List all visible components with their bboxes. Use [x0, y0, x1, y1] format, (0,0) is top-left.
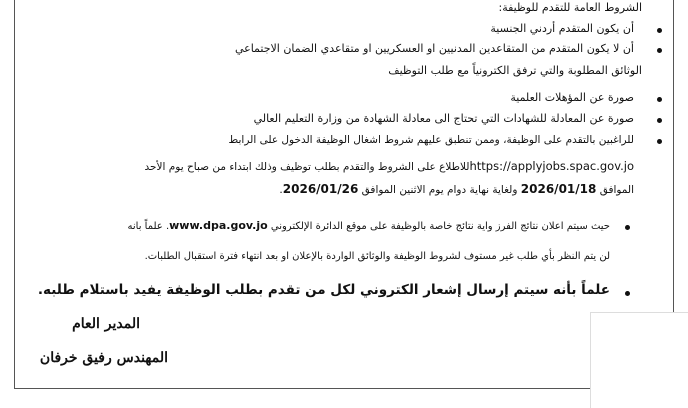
bullet-icon	[657, 97, 662, 102]
results-paragraph-line2: لن يتم النظر بأي طلب غير مستوف لشروط الوظيفة والوثائق الواردة بالإعلان او بعد انتهاء فترة استقبال الطلبات.	[144, 251, 610, 262]
overlay-panel	[590, 312, 688, 408]
electronic-notice: علماً بأنه سيتم إرسال إشعار الكتروني لكل من تقدم بطلب الوظيفة يفيد باستلام طلبه.	[37, 282, 610, 298]
bullet-icon	[657, 139, 662, 144]
end-date: 2026/01/26	[282, 182, 359, 196]
bullet-icon	[657, 48, 662, 53]
dpa-website-link[interactable]: www.dpa.gov.jo	[169, 219, 268, 232]
signature-title: المدير العام	[72, 316, 140, 332]
bullet-icon	[625, 225, 630, 230]
required-documents-heading: الوثائق المطلوبة والتي ترفق الكترونياً مع طلب التوظيف	[388, 64, 642, 77]
document-equivalency: صورة عن المعادلة للشهادات التي تحتاج الى معادلة الشهادة من وزارة التعليم العالي	[253, 112, 634, 125]
document-qualifications: صورة عن المؤهلات العلمية	[510, 91, 634, 104]
condition-not-retired: أن لا يكون المتقدم من المتقاعدين المدنيين او العسكريين او متقاعدي الضمان الاجتماعي	[234, 42, 634, 55]
bullet-icon	[657, 28, 662, 33]
apply-paragraph-line2-text: للاطلاع على الشروط والتقدم بطلب توظيف وذلك ابتداء من صباح يوم الأحد	[144, 161, 470, 173]
apply-paragraph-line1: للراغبين بالتقدم على الوظيفة، وممن تنطبق عليهم شروط اشغال الوظيفة الدخول على الرابط	[228, 134, 634, 146]
bullet-icon	[657, 118, 662, 123]
apply-url-link[interactable]: https://applyjobs.spac.gov.jo	[469, 159, 634, 173]
apply-paragraph-line3: الموافق 2026/01/18 ولغاية نهاية دوام يوم الاثنين الموافق 2026/01/26.	[279, 182, 634, 196]
general-conditions-heading: الشروط العامة للتقدم للوظيفة:	[498, 1, 642, 14]
apply-paragraph-line2	[145, 159, 634, 174]
start-date: 2026/01/18	[520, 182, 597, 196]
signature-name: المهندس رفيق خرفان	[39, 350, 168, 366]
bullet-icon	[625, 291, 630, 296]
condition-nationality: أن يكون المتقدم أردني الجنسية	[490, 22, 634, 35]
results-paragraph-line1: حيث سيتم اعلان نتائج الفرز واية نتائج خاصة بالوظيفة على موقع الدائرة الإلكتروني www.dpa.gov.jo. علماً بانه	[127, 219, 610, 232]
